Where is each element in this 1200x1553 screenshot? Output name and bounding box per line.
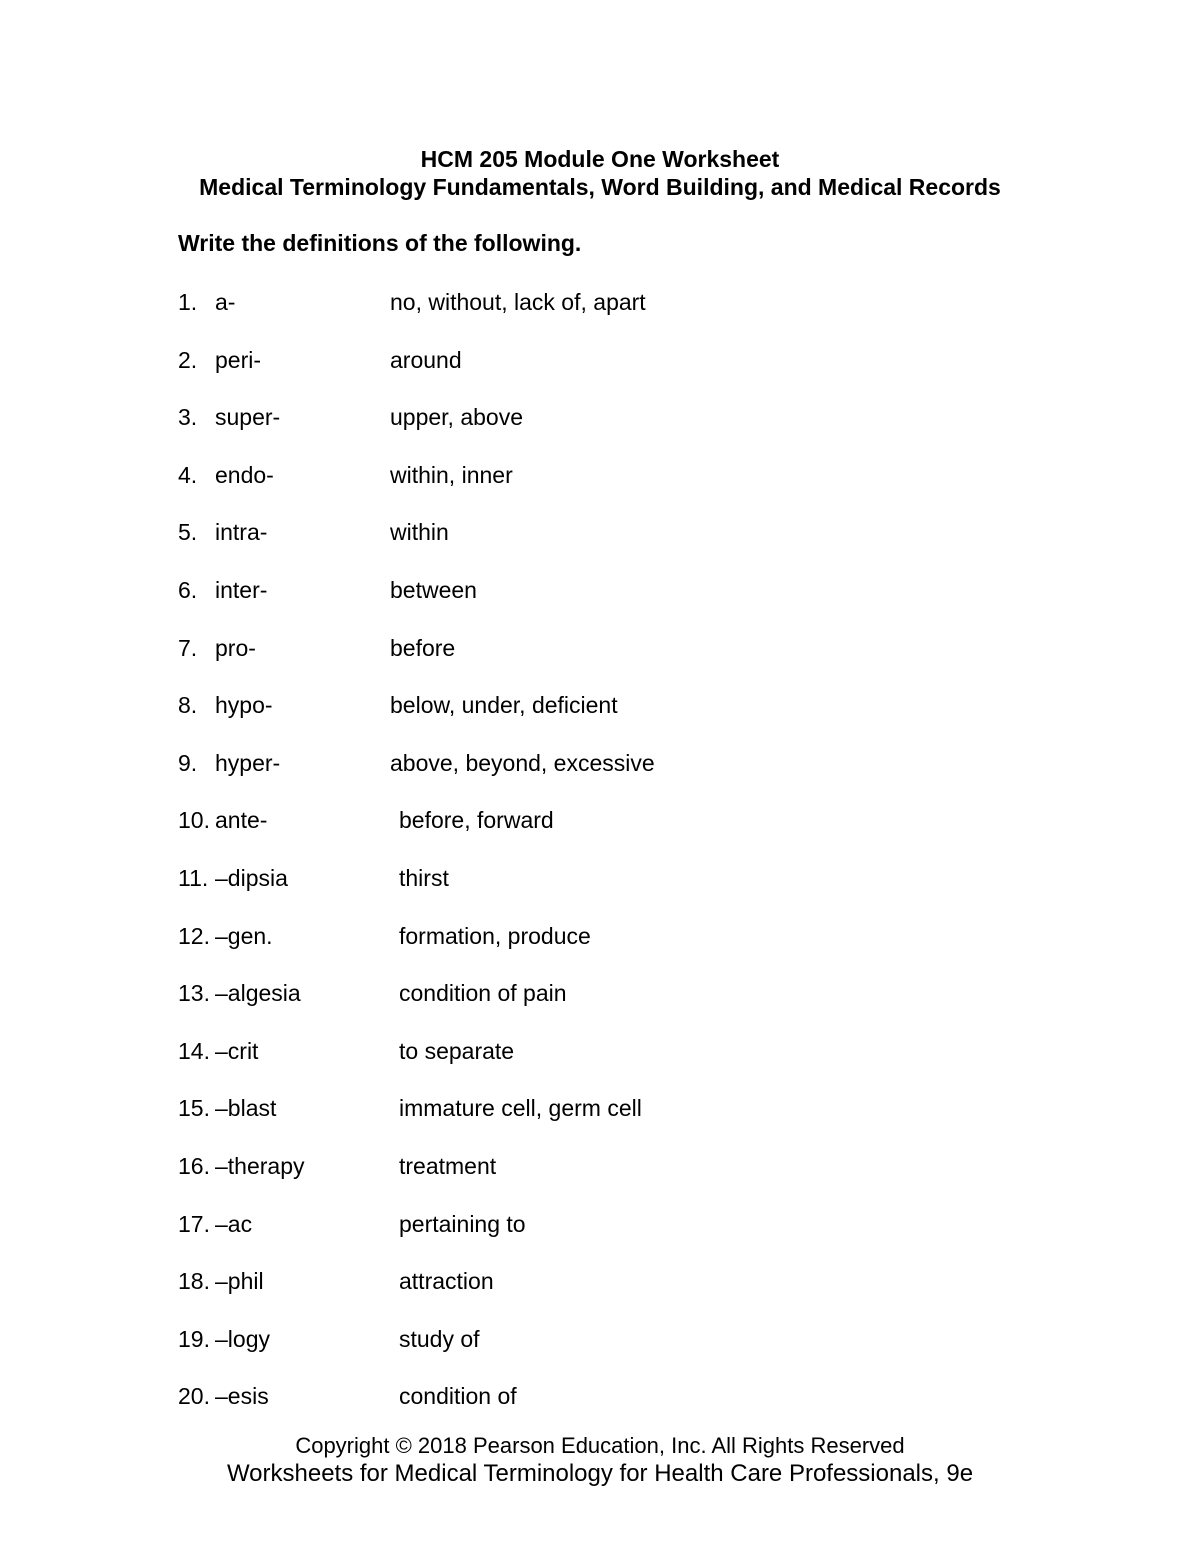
item-term: –therapy	[215, 1152, 305, 1179]
item-definition: immature cell, germ cell	[399, 1095, 642, 1122]
item-number: 9.	[178, 749, 198, 776]
item-term: pro-	[215, 634, 256, 661]
item-number: 20.	[178, 1383, 210, 1410]
page-footer	[0, 1433, 1200, 1489]
item-term: –blast	[215, 1095, 277, 1122]
title-line-1: HCM 205 Module One Worksheet	[420, 146, 780, 172]
item-term: hypo-	[215, 692, 273, 719]
item-number: 13.	[178, 980, 210, 1007]
list-item	[178, 461, 1200, 489]
list-item	[178, 634, 1200, 662]
item-number: 7.	[178, 634, 198, 661]
item-definition: no, without, lack of, apart	[390, 289, 646, 315]
item-number: 5.	[178, 519, 198, 546]
item-definition: treatment	[399, 1152, 497, 1179]
list-item	[178, 1325, 1200, 1353]
item-number: 6.	[178, 576, 198, 603]
item-definition: above, beyond, excessive	[390, 749, 655, 776]
list-item	[178, 403, 1200, 431]
definitions-list	[178, 288, 1200, 1410]
item-term: –esis	[215, 1383, 269, 1410]
item-term: intra-	[215, 519, 268, 546]
instructions-heading: Write the definitions of the following.	[178, 230, 582, 256]
list-item	[178, 922, 1200, 950]
item-definition: before	[390, 634, 456, 661]
item-number: 18.	[178, 1268, 210, 1295]
item-term: –phil	[215, 1268, 264, 1295]
item-number: 11.	[178, 864, 209, 891]
item-definition: attraction	[399, 1268, 494, 1295]
list-item	[178, 518, 1200, 546]
item-definition: within	[390, 519, 449, 546]
item-term: –dipsia	[215, 864, 288, 891]
list-item	[178, 979, 1200, 1007]
item-number: 1.	[178, 289, 198, 315]
book-title-line: Worksheets for Medical Terminology for Health Care Professionals, 9e	[226, 1460, 974, 1488]
list-item	[178, 806, 1200, 834]
item-definition: below, under, deficient	[390, 692, 618, 719]
item-number: 12.	[178, 922, 210, 949]
item-definition: thirst	[399, 864, 449, 891]
document-title	[0, 145, 1200, 201]
list-item	[178, 1267, 1200, 1295]
list-item	[178, 576, 1200, 604]
item-definition: to separate	[399, 1037, 515, 1064]
item-definition: before, forward	[399, 807, 554, 834]
list-item	[178, 691, 1200, 719]
list-item	[178, 1094, 1200, 1122]
item-definition: upper, above	[390, 404, 524, 431]
item-term: super-	[215, 404, 281, 431]
item-term: endo-	[215, 461, 274, 488]
item-definition: condition of pain	[399, 980, 567, 1007]
list-item	[178, 346, 1200, 374]
item-definition: formation, produce	[399, 922, 591, 949]
item-number: 3.	[178, 404, 198, 431]
item-term: –logy	[215, 1325, 270, 1352]
item-term: peri-	[215, 346, 262, 373]
item-number: 8.	[178, 692, 198, 719]
list-item	[178, 1210, 1200, 1238]
list-item	[178, 864, 1200, 892]
item-number: 14.	[178, 1037, 210, 1064]
item-number: 19.	[178, 1325, 210, 1352]
item-definition: within, inner	[390, 461, 513, 488]
item-definition: around	[390, 346, 462, 373]
item-number: 10.	[178, 807, 210, 834]
item-term: –gen.	[215, 922, 273, 949]
item-number: 15.	[178, 1095, 210, 1122]
item-definition: between	[390, 576, 477, 603]
item-term: hyper-	[215, 749, 281, 776]
list-item	[178, 1037, 1200, 1065]
item-term: ante-	[215, 807, 268, 834]
item-term: –crit	[215, 1037, 259, 1064]
item-definition: pertaining to	[399, 1210, 526, 1237]
item-definition: study of	[399, 1325, 480, 1352]
item-term: a-	[215, 289, 236, 315]
list-item	[178, 1382, 1200, 1410]
item-term: inter-	[215, 576, 268, 603]
item-number: 4.	[178, 461, 198, 488]
list-item	[178, 749, 1200, 777]
list-item	[178, 288, 1200, 316]
item-definition: condition of	[399, 1383, 517, 1410]
item-number: 2.	[178, 346, 198, 373]
item-number: 16.	[178, 1152, 210, 1179]
item-term: –ac	[215, 1210, 253, 1237]
copyright-line: Copyright © 2018 Pearson Education, Inc. All Rights Reserved	[295, 1433, 905, 1459]
item-term: –algesia	[215, 980, 301, 1007]
title-line-2: Medical Terminology Fundamentals, Word Building, and Medical Records	[199, 174, 1001, 200]
item-number: 17.	[178, 1210, 210, 1237]
list-item	[178, 1152, 1200, 1180]
